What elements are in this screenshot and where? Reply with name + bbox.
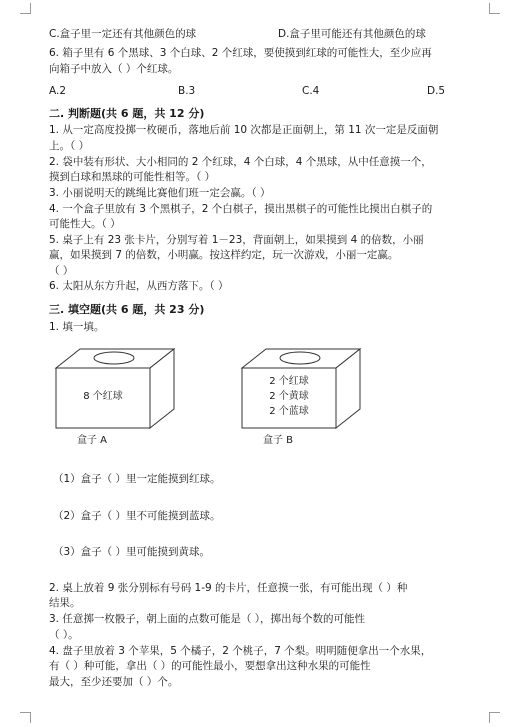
judge-line: 3. 小丽说明天的跳绳比赛他们班一定会赢。（ ）: [49, 187, 271, 199]
judge-line: 2. 袋中装有形状、大小相同的 2 个红球，4 个白球，4 个黑球，从中任意摸一个，: [49, 156, 432, 168]
crop-mark-top-left: [20, 3, 31, 14]
q6-line-1: 6. 箱子里有 6 个黑球、3 个白球、2 个红球，要使摸到红球的可能性大，至少应再: [49, 47, 432, 59]
judge-line: 4. 一个盒子里放有 3 个黑棋子，2 个白棋子，摸出黑棋子的可能性比摸出白棋子的: [49, 203, 433, 215]
judge-line: 上。（ ）: [49, 140, 90, 152]
fill-sub-question: （2）盒子（ ）里不可能摸到蓝球。: [53, 510, 221, 522]
crop-mark-bottom-right: [489, 712, 500, 723]
box-b-line: 2 个红球: [269, 376, 309, 387]
judge-line: 1. 从一定高度投掷一枚硬币，落地后前 10 次都是正面朝上，第 11 次一定是反面朝: [49, 124, 439, 136]
option-d: D.盒子里可能还有其他颜色的球: [278, 28, 426, 40]
fill-line: 3. 任意掷一枚骰子，朝上面的点数可能是（ ），掷出每个数的可能性: [49, 613, 365, 625]
box-b-line: 2 个蓝球: [269, 406, 309, 417]
box-a-caption: 盒子 A: [77, 435, 108, 446]
fill-line: 结果。: [49, 597, 81, 609]
box-b-caption: 盒子 B: [263, 435, 294, 446]
box-a-illustration: [52, 346, 177, 431]
judge-line: 5. 桌子上有 23 张卡片，分别写着 1－23，背面朝上，如果摸到 4 的倍数，小丽: [49, 234, 424, 246]
fill-line: 有（ ）种可能，拿出（ ）的可能性最小，要想拿出这种水果的可能性: [49, 660, 371, 672]
fill-line: 2. 桌上放着 9 张分别标有号码 1-9 的卡片，任意摸一张，有可能出现（ ）种: [49, 582, 408, 594]
box-a-text: 8 个红球: [83, 391, 123, 402]
judge-line: 赢，如果摸到 7 的倍数，小明赢。按这样约定，玩一次游戏，小丽一定赢。: [49, 249, 399, 261]
q6-option-b: B.3: [178, 85, 196, 97]
fill-line: 4. 盘子里放着 3 个苹果，5 个橘子，2 个桃子，7 个梨。明明随便拿出一个水果，: [49, 645, 432, 657]
q6-option-c: C.4: [302, 85, 320, 97]
crop-mark-top-right: [489, 3, 500, 14]
q6-line-2: 向箱子中放入（ ）个红球。: [49, 63, 179, 75]
box-b-line: 2 个黄球: [269, 391, 309, 402]
crop-mark-bottom-left: [20, 712, 31, 723]
judge-line: 可能性大。（ ）: [49, 218, 121, 230]
section-2-title: 二. 判断题(共 6 题，共 12 分): [49, 107, 205, 120]
judge-line: （ ）: [49, 265, 74, 277]
fill-sub-question: （3）盒子（ ）里可能摸到黄球。: [53, 546, 211, 558]
section-3-title: 三. 填空题(共 6 题，共 23 分): [49, 303, 205, 316]
judge-line: 摸到白球和黑球的可能性相等。（ ）: [49, 171, 216, 183]
fill-line: 最大，至少还要加（ ）个。: [49, 676, 179, 688]
q6-option-a: A.2: [49, 85, 67, 97]
box-b-illustration: [238, 346, 363, 431]
fill-sub-question: （1）盒子（ ）里一定能摸到红球。: [53, 473, 221, 485]
fill-q1-label: 1. 填一填。: [49, 321, 105, 333]
fill-line: （ ）。: [49, 629, 79, 641]
judge-line: 6. 太阳从东方升起，从西方落下。（ ）: [49, 280, 229, 292]
q6-option-d: D.5: [427, 85, 446, 97]
option-c: C.盒子里一定还有其他颜色的球: [49, 28, 197, 40]
